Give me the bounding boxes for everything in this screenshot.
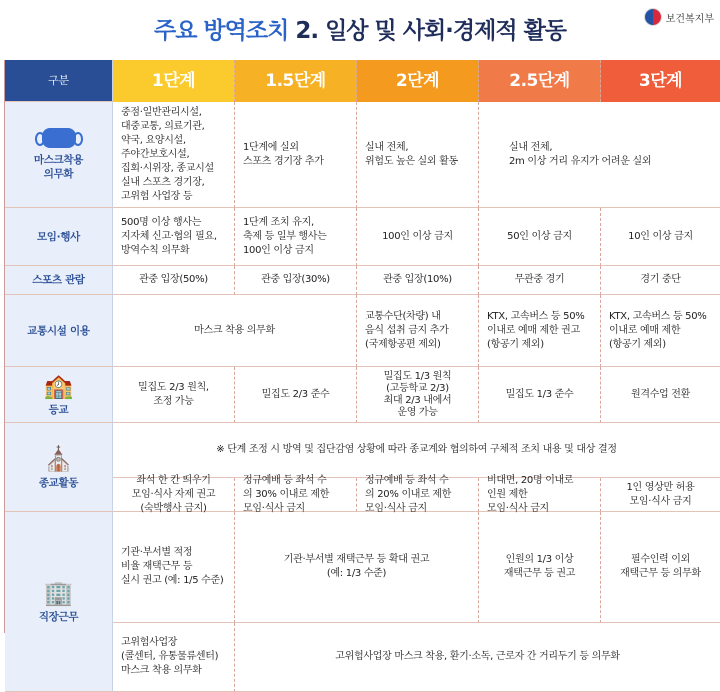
school-stage-2: 밀집도 1/3 원칙 (고등학교 2/3) 최대 2/3 내에서 운영 가능 — [357, 367, 479, 423]
transport-stage-2-5: KTX, 고속버스 등 50% 이내로 예매 제한 권고 (항공기 제외) — [479, 295, 601, 367]
row-label-gathering: 모임·행사 — [5, 208, 113, 266]
school-stage-2-5: 밀집도 1/3 준수 — [479, 367, 601, 423]
religion-stage-2: 정규예배 등 좌석 수 의 20% 이내로 제한 모임·식사 금지 — [357, 478, 479, 512]
row-label-workplace — [5, 512, 113, 692]
workplace-stage-1-5-2-remote: 기관·부서별 재택근무 등 확대 권고 (예: 1/3 수준) — [235, 512, 479, 623]
office-building-icon: 🏢 — [43, 579, 74, 607]
face-mask-icon — [42, 128, 76, 148]
row-label-text: 직장근무 — [38, 611, 79, 623]
stage-2-header: 2단계 — [357, 60, 479, 102]
transport-stage-2: 교통수단(차량) 내 음식 섭취 금지 추가 (국제항공편 제외) — [357, 295, 479, 367]
government-emblem-icon — [644, 8, 662, 26]
row-label-religion — [5, 423, 113, 512]
sports-stage-2-5: 무관중 경기 — [479, 266, 601, 295]
row-label-text: 종교활동 — [38, 476, 79, 489]
workplace-stage-1-remote: 기관·부서별 적정 비율 재택근무 등 실시 권고 (예: 1/5 수준) — [113, 512, 235, 623]
sports-stage-3: 경기 중단 — [601, 266, 720, 295]
gathering-stage-1-5: 1단계 조치 유지, 축제 등 일부 행사는 100인 이상 금지 — [235, 208, 357, 266]
workplace-stage-1-5-3-highrisk: 고위험사업장 마스크 착용, 환기·소독, 근로자 간 거리두기 등 의무화 — [235, 623, 720, 692]
gathering-stage-1: 500명 이상 행사는 지자체 신고·협의 필요, 방역수칙 의무화 — [113, 208, 235, 266]
row-label-mask — [5, 102, 113, 208]
ministry-logo — [644, 8, 714, 26]
school-stage-1-5: 밀집도 2/3 준수 — [235, 367, 357, 423]
workplace-stage-1-highrisk: 고위험사업장 (콜센터, 유통물류센터) 마스크 착용 의무화 — [113, 623, 235, 692]
transport-stage-3: KTX, 고속버스 등 50% 이내로 예매 제한 (항공기 제외) — [601, 295, 720, 367]
mask-stage-2: 실내 전체, 위험도 높은 실외 활동 — [357, 102, 479, 208]
church-icon: ⛪ — [43, 444, 74, 473]
mask-stage-1-5: 1단계에 실외 스포츠 경기장 추가 — [235, 102, 357, 208]
corner-header: 구분 — [5, 60, 113, 102]
gathering-stage-3: 10인 이상 금지 — [601, 208, 720, 266]
row-label-sports: 스포츠 관람 — [5, 266, 113, 295]
row-label-school — [5, 367, 113, 423]
row-label-text: 마스크착용 의무화 — [33, 154, 84, 180]
workplace-stage-2-5-remote: 인원의 1/3 이상 재택근무 등 권고 — [479, 512, 601, 623]
school-stage-3: 원격수업 전환 — [601, 367, 720, 423]
school-stage-1: 밀집도 2/3 원칙, 조정 가능 — [113, 367, 235, 423]
page-title: 주요 방역조치 2. 일상 및 사회·경제적 활동 — [153, 18, 567, 44]
row-label-text: 등교 — [48, 404, 69, 416]
measures-table — [4, 60, 720, 676]
religion-stage-3: 1인 영상만 허용 모임·식사 금지 — [601, 478, 720, 512]
mask-stage-1: 중점·일반관리시설, 대중교통, 의료기관, 약국, 요양시설, 주야간보호시설, 집회·시위장, 종교시설 실내 스포츠 경기장, 고위험 사업장 등 — [113, 102, 235, 208]
ministry-name: 보건복지부 — [665, 13, 714, 25]
religion-notice: ※ 단계 조정 시 방역 및 집단감염 상황에 따라 종교계와 협의하여 구체적 조치 내용 및 대상 결정 — [113, 423, 720, 478]
row-label-transport: 교통시설 이용 — [5, 295, 113, 367]
stage-2-5-header: 2.5단계 — [479, 60, 601, 102]
religion-stage-2-5: 비대면, 20명 이내로 인원 제한 모임·식사 금지 — [479, 478, 601, 512]
gathering-stage-2-5: 50인 이상 금지 — [479, 208, 601, 266]
sports-stage-1: 관중 입장(50%) — [113, 266, 235, 295]
workplace-stage-3-remote: 필수인력 이외 재택근무 등 의무화 — [601, 512, 720, 623]
sports-stage-1-5: 관중 입장(30%) — [235, 266, 357, 295]
religion-stage-1-5: 정규예배 등 좌석 수 의 30% 이내로 제한 모임·식사 금지 — [235, 478, 357, 512]
transport-stage-1-1-5: 마스크 착용 의무화 — [113, 295, 357, 367]
mask-stage-2-5-3: 실내 전체, 2m 이상 거리 유지가 어려운 실외 — [479, 102, 720, 208]
sports-stage-2: 관중 입장(10%) — [357, 266, 479, 295]
stage-1-header: 1단계 — [113, 60, 235, 102]
gathering-stage-2: 100인 이상 금지 — [357, 208, 479, 266]
stage-1-5-header: 1.5단계 — [235, 60, 357, 102]
religion-stage-1: 좌석 한 칸 띄우기 모임·식사 자제 권고 (숙박행사 금지) — [113, 478, 235, 512]
stage-3-header: 3단계 — [601, 60, 720, 102]
school-icon: 🏫 — [43, 372, 74, 400]
